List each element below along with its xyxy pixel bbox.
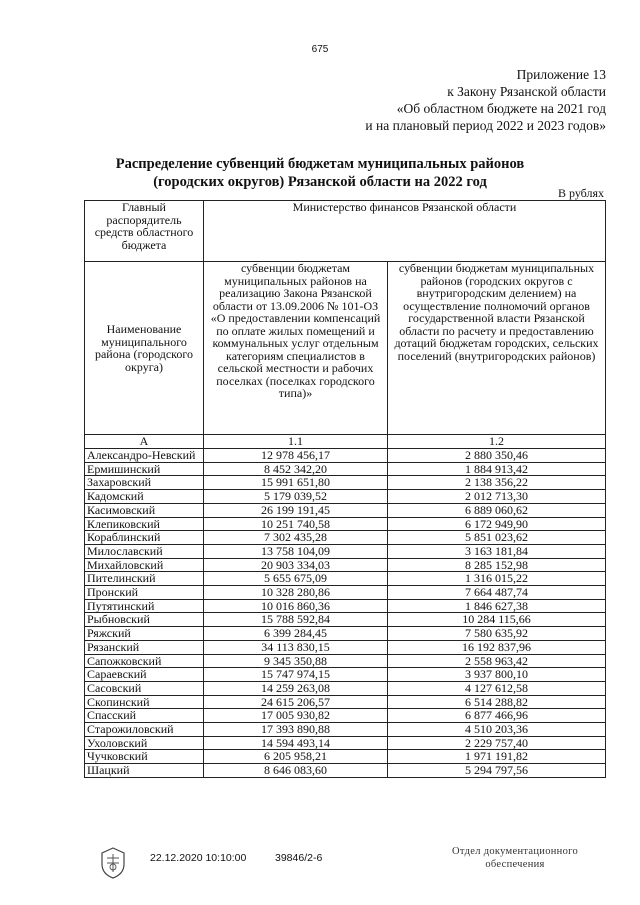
header-row-columns (85, 262, 606, 435)
municipality-name-cell: Скопинский (85, 695, 204, 709)
subvention-1-1-cell: 7 302 435,28 (204, 531, 388, 545)
column-number-1-1: 1.1 (204, 435, 388, 449)
table-row (85, 627, 606, 641)
municipality-name-cell: Михайловский (85, 558, 204, 572)
column-number-1-2: 1.2 (388, 435, 606, 449)
municipality-name-cell: Спасский (85, 709, 204, 723)
municipality-name-cell: Кораблинский (85, 531, 204, 545)
subvention-1-2-cell: 5 851 023,62 (388, 531, 606, 545)
municipality-name-cell: Захаровский (85, 476, 204, 490)
title-line-1: Распределение субвенций бюджетам муниципальных районов (115, 156, 525, 172)
head-column-1-2: субвенции бюджетам муниципальных районов (городских округов с внутригородским делением) на осуществление полномочий органов государственной власти Рязанской области по расчету и предоставлению дотаций бюджетам городских, сельских поселений (внутригородских районов) (388, 262, 606, 435)
document-title (80, 155, 560, 191)
table-row (85, 503, 606, 517)
subvention-1-1-cell: 10 016 860,36 (204, 599, 388, 613)
subvention-1-2-cell: 16 192 837,96 (388, 640, 606, 654)
municipality-name-cell: Пронский (85, 586, 204, 600)
table-row (85, 736, 606, 750)
subvention-1-2-cell: 4 127 612,58 (388, 681, 606, 695)
subvention-1-2-cell: 1 884 913,42 (388, 462, 606, 476)
table-row (85, 681, 606, 695)
subvention-1-2-cell: 6 172 949,90 (388, 517, 606, 531)
subvention-1-1-cell: 14 259 263,08 (204, 681, 388, 695)
subvention-1-2-cell: 1 846 627,38 (388, 599, 606, 613)
subvention-1-2-cell: 3 163 181,84 (388, 544, 606, 558)
subvention-1-1-cell: 8 452 342,20 (204, 462, 388, 476)
municipality-name-cell: Рыбновский (85, 613, 204, 627)
municipality-name-cell: Сараевский (85, 668, 204, 682)
subvention-1-2-cell: 2 880 350,46 (388, 449, 606, 463)
footer-datetime: 22.12.2020 10:10:00 (150, 852, 247, 864)
table-row (85, 531, 606, 545)
municipality-name-cell: Старожиловский (85, 723, 204, 737)
appendix-line-3: «Об областном бюджете на 2021 год (396, 101, 606, 116)
subvention-1-1-cell: 6 205 958,21 (204, 750, 388, 764)
subvention-1-1-cell: 5 655 675,09 (204, 572, 388, 586)
header-row-distributor (85, 201, 606, 262)
table-row (85, 723, 606, 737)
subvention-1-2-cell: 3 937 800,10 (388, 668, 606, 682)
municipality-name-cell: Сасовский (85, 681, 204, 695)
municipality-name-cell: Клепиковский (85, 517, 204, 531)
footer-stamp-line-2: обеспечения (485, 859, 545, 870)
table-row (85, 599, 606, 613)
appendix-line-4: и на плановый период 2022 и 2023 годов» (365, 118, 606, 133)
table-row (85, 764, 606, 778)
table-row (85, 709, 606, 723)
municipality-name-cell: Ряжский (85, 627, 204, 641)
subvention-1-2-cell: 2 012 713,30 (388, 490, 606, 504)
head-municipality-name: Наименование муниципального района (городского округа) (85, 262, 204, 435)
municipality-name-cell: Шацкий (85, 764, 204, 778)
subvention-1-1-cell: 13 758 104,09 (204, 544, 388, 558)
table-row (85, 490, 606, 504)
subvention-1-2-cell: 6 514 288,82 (388, 695, 606, 709)
title-line-2: (городских округов) Рязанской области на 2022 год (153, 174, 487, 190)
subvention-1-2-cell: 4 510 203,36 (388, 723, 606, 737)
subvention-1-2-cell: 2 229 757,40 (388, 736, 606, 750)
subvention-1-1-cell: 34 113 830,15 (204, 640, 388, 654)
subvention-1-2-cell: 2 558 963,42 (388, 654, 606, 668)
table-row (85, 462, 606, 476)
subvention-1-2-cell: 1 316 015,22 (388, 572, 606, 586)
table-row (85, 586, 606, 600)
table-row (85, 476, 606, 490)
table-row (85, 449, 606, 463)
appendix-line-1: Приложение 13 (516, 67, 606, 82)
subvention-1-2-cell: 5 294 797,56 (388, 764, 606, 778)
footer-document-id: 39846/2-6 (275, 852, 323, 864)
table-row (85, 695, 606, 709)
head-distributor: Главный распорядитель средств областного бюджета (85, 201, 204, 262)
subvention-1-2-cell: 7 664 487,74 (388, 586, 606, 600)
appendix-reference (365, 66, 606, 134)
head-ministry: Министерство финансов Рязанской области (204, 201, 606, 262)
subvention-1-1-cell: 24 615 206,57 (204, 695, 388, 709)
municipality-name-cell: Ухоловский (85, 736, 204, 750)
subvention-1-1-cell: 15 747 974,15 (204, 668, 388, 682)
units-label: В рублях (557, 186, 604, 200)
subvention-1-1-cell: 15 991 651,80 (204, 476, 388, 490)
subvention-1-1-cell: 26 199 191,45 (204, 503, 388, 517)
subvention-1-2-cell: 6 877 466,96 (388, 709, 606, 723)
subvention-1-1-cell: 10 251 740,58 (204, 517, 388, 531)
column-number-row (85, 435, 606, 449)
table-row (85, 750, 606, 764)
subvention-1-1-cell: 17 393 890,88 (204, 723, 388, 737)
municipality-name-cell: Рязанский (85, 640, 204, 654)
table-row (85, 517, 606, 531)
table-row (85, 544, 606, 558)
subvention-1-1-cell: 12 978 456,17 (204, 449, 388, 463)
table-row (85, 654, 606, 668)
table-row (85, 668, 606, 682)
municipality-name-cell: Александро-Невский (85, 449, 204, 463)
table-row (85, 572, 606, 586)
municipality-name-cell: Ермишинский (85, 462, 204, 476)
subvention-1-2-cell: 2 138 356,22 (388, 476, 606, 490)
table-row (85, 558, 606, 572)
municipality-name-cell: Касимовский (85, 503, 204, 517)
municipality-name-cell: Милославский (85, 544, 204, 558)
subvention-1-2-cell: 1 971 191,82 (388, 750, 606, 764)
municipality-name-cell: Кадомский (85, 490, 204, 504)
subvention-1-1-cell: 15 788 592,84 (204, 613, 388, 627)
column-number-a: А (85, 435, 204, 449)
municipality-name-cell: Чучковский (85, 750, 204, 764)
footer-stamp-line-1: Отдел документационного (452, 846, 579, 857)
page-number: 675 (311, 44, 329, 55)
table-row (85, 613, 606, 627)
subvention-1-1-cell: 6 399 284,45 (204, 627, 388, 641)
appendix-line-2: к Закону Рязанской области (447, 84, 606, 99)
subvention-1-1-cell: 9 345 350,88 (204, 654, 388, 668)
subvention-1-2-cell: 6 889 060,62 (388, 503, 606, 517)
subvention-1-1-cell: 8 646 083,60 (204, 764, 388, 778)
subvention-1-1-cell: 20 903 334,03 (204, 558, 388, 572)
subvention-1-1-cell: 5 179 039,52 (204, 490, 388, 504)
table-row (85, 640, 606, 654)
subvention-table (84, 200, 606, 778)
subvention-1-1-cell: 17 005 930,82 (204, 709, 388, 723)
municipality-name-cell: Сапожковский (85, 654, 204, 668)
footer-stamp (452, 845, 578, 871)
subvention-1-1-cell: 14 594 493,14 (204, 736, 388, 750)
head-column-1-1: субвенции бюджетам муниципальных районов на реализацию Закона Рязанской области от 13.09.2006 № 101-ОЗ «О предоставлении компенсаций по оплате жилых помещений и коммунальных услуг отдельным категориям специалистов в сельской местности и рабочих поселках (поселках городского типа)» (204, 262, 388, 435)
municipality-name-cell: Путятинский (85, 599, 204, 613)
municipality-name-cell: Пителинский (85, 572, 204, 586)
subvention-1-1-cell: 10 328 280,86 (204, 586, 388, 600)
subvention-1-2-cell: 8 285 152,98 (388, 558, 606, 572)
subvention-1-2-cell: 7 580 635,92 (388, 627, 606, 641)
subvention-1-2-cell: 10 284 115,66 (388, 613, 606, 627)
coat-of-arms-icon (98, 846, 128, 880)
